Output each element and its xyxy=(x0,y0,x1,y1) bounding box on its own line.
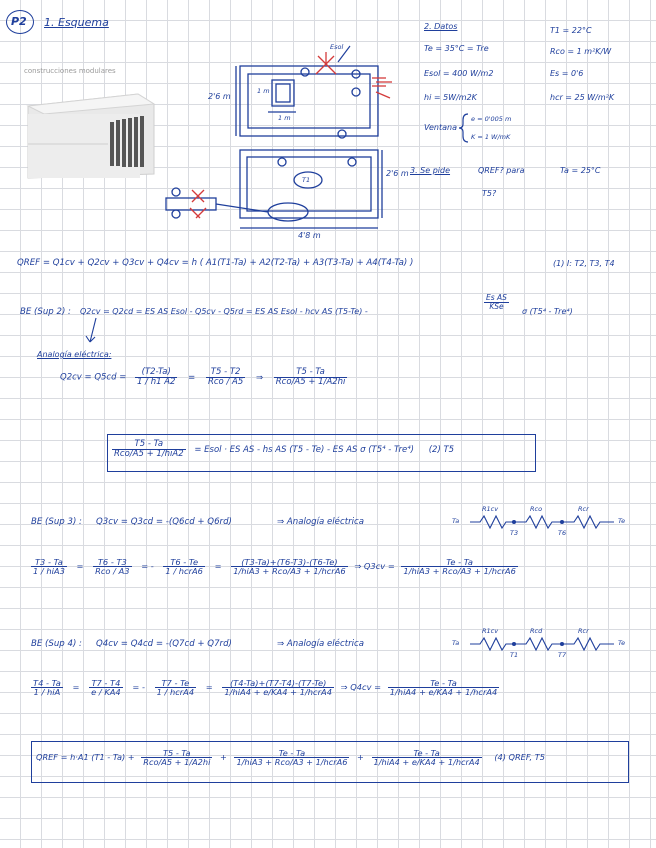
l4-f3-num: T7 - Te xyxy=(155,679,197,688)
an-f3-den: Rco/A5 + 1/A2hi xyxy=(275,376,346,387)
dim-window-w: 1 m xyxy=(278,114,291,122)
r4-t7: T7 xyxy=(558,651,567,659)
l3-res-lhs: ⇒ Q3cv = xyxy=(354,561,395,572)
problem-tag: P2 xyxy=(11,15,27,28)
be3-arrow: ⇒ Analogía eléctrica xyxy=(277,517,364,527)
r4-rcr: Rcr xyxy=(578,627,589,635)
final-f3-den: 1/hiA4 + e/KA4 + 1/hcrA4 xyxy=(373,757,480,768)
datos-title: 2. Datos xyxy=(424,22,458,31)
r3-t6: T6 xyxy=(558,529,567,537)
l3-sum-num: (T3-Ta)+(T6-T3)-(T6-Te) xyxy=(231,558,347,567)
l4-f2-num: T7 - T4 xyxy=(89,679,123,688)
be2-body: Q2cv = Q2cd = ES AS Esol - Q5cv - Q5rd = ES AS Esol - hcv AS (T5-Te) - xyxy=(80,307,368,316)
box2-tag: (2) T5 xyxy=(428,444,455,455)
dato-ventana: Ventana xyxy=(424,123,458,132)
final-tag: (4) QREF, T5 xyxy=(494,752,545,763)
piden-q: QREF? para xyxy=(478,166,525,175)
sun-label: Esol xyxy=(330,43,344,51)
r4-t1: T1 xyxy=(510,651,519,659)
dato-esol: Esol = 400 W/m2 xyxy=(424,69,494,78)
an-f2-num: T5 - T2 xyxy=(206,368,245,378)
dato-hcr: hcr = 25 W/m²K xyxy=(550,93,615,102)
line3: $\frac{T3 - Ta}{\text{1 / hiA3}}$ = $\frac{T6 - T3}{\text{Rco / A3}}$ = - $\frac{T6 - Te}{\text{1 / hcrA6}}$ = $\frac{(T3-Ta)+(T6-T3)-(T6-Te)}{\text{1/hiA3 + Rco/A3 + 1/hcrA6}}$ ⇒ Q3cv = $\frac{Te - Ta}{\text{1/hiA3 + Rco/A3 + 1/hcrA6}}$ xyxy=(33,557,516,577)
an-arrow: ⇒ xyxy=(255,372,264,383)
l4-f1-den: 1 / hiA xyxy=(33,687,61,698)
an-f2-den: Rco / A5 xyxy=(207,376,244,387)
an-f3-num: T5 - Ta xyxy=(274,368,348,378)
section-title-esquema: 1. Esquema xyxy=(44,16,109,29)
be3-lhs: BE (Sup 3) : xyxy=(31,517,82,527)
r4-r1cv: R1cv xyxy=(482,627,499,635)
eq1-tag: (1) I: T2, T3, T4 xyxy=(553,259,615,268)
l4-res-den: 1/hiA4 + e/KA4 + 1/hcrA4 xyxy=(389,687,498,698)
l3-f1-num: T3 - Ta xyxy=(31,558,67,567)
piden-ta: Ta = 25°C xyxy=(560,166,601,175)
dato-rco: Rco = 1 m²K/W xyxy=(550,47,612,56)
l3-f3-den: 1 / hcrA6 xyxy=(165,566,203,577)
l3-res-den: 1/hiA3 + Rco/A3 + 1/hcrA6 xyxy=(403,566,516,577)
be2-frac-den: KSe xyxy=(489,301,504,311)
r3-rcr: Rcr xyxy=(578,505,589,513)
final-lhs: QREF = h·A1 (T1 - Ta) + xyxy=(36,752,135,763)
dato-hi: hi = 5W/m2K xyxy=(424,93,477,102)
be4-lhs: BE (Sup 4) : xyxy=(31,639,82,649)
final-row: QREF = h·A1 (T1 - Ta) + $\frac{T5 - Ta}{\text{Rco/A5 + 1/A2hi}}$ + $\frac{Te - Ta}{\text{1/hiA3 + Rco/A3 + 1/hcrA6}}$ + $\frac{Te - Ta}{\text{1/hiA4 + e/KA4 + 1/hcrA4}}$ (4) QREF, T5 xyxy=(36,748,545,768)
l3-f3-num: T6 - Te xyxy=(163,558,205,567)
dato-t1: T1 = 22°C xyxy=(550,26,592,35)
final-f1-den: Rco/A5 + 1/A2hi xyxy=(143,757,211,768)
dim-height-top: 2'6 m xyxy=(208,92,231,101)
l3-sum-den: 1/hiA3 + Rco/A3 + 1/hcrA6 xyxy=(233,566,346,577)
l4-f3-den: 1 / hcrA4 xyxy=(156,687,195,698)
interior-temp-label: T1 xyxy=(302,176,311,184)
dato-ventana-e: e = 0'005 m xyxy=(471,115,512,123)
final-f1-num: T5 - Ta xyxy=(141,749,212,758)
be2-tail: σ (T5⁴ - Tre⁴) xyxy=(522,307,573,316)
be2-frac-num: Es AS xyxy=(486,293,507,302)
l4-f2-den: e / KA4 xyxy=(91,687,121,698)
be4-body: Q4cv = Q4cd = -(Q7cd + Q7rd) xyxy=(96,639,232,649)
dato-te: Te = 35°C = Tre xyxy=(424,44,489,53)
r4-te: Te xyxy=(618,639,626,647)
be2-lhs: BE (Sup 2) : xyxy=(20,307,71,317)
box2-num: T5 - Ta xyxy=(112,440,186,450)
r4-rcd: Rcd xyxy=(530,627,543,635)
l4-f1-num: T4 - Ta xyxy=(33,678,61,688)
l3-f1-den: 1 / hiA3 xyxy=(33,566,65,577)
box2-den: Rco/A5 + 1/hiA2 xyxy=(114,448,184,459)
l4-sum-num: (T4-Ta)+(T7-T4)-(T7-Te) xyxy=(222,679,334,688)
l3-f2-num: T6 - T3 xyxy=(93,558,131,567)
analogia-row: Q2cv = Q5cd = $\frac{(T2-Ta)}{1 / h1 A2}$ = $\frac{T5 - T2}{\text{Rco / A5}}$ ⇒ $\frac{T5 - Ta}{\text{Rco/A5 + 1/A2hi}}$ xyxy=(60,367,346,387)
piden-title: 3. Se pide xyxy=(410,166,451,175)
l4-res-lhs: ⇒ Q4cv = xyxy=(340,682,382,693)
box2-rhs: = Esol · ES AS - hs AS (T5 - Te) - ES AS σ (T5⁴ - Tre⁴) xyxy=(194,444,415,455)
dato-es: Es = 0'6 xyxy=(550,69,584,78)
an-f1-num: (T2-Ta) xyxy=(135,368,177,378)
final-f2-den: 1/hiA3 + Rco/A3 + 1/hcrA6 xyxy=(236,757,348,768)
r3-rco: Rco xyxy=(530,505,543,513)
r3-ta: Ta xyxy=(452,517,460,525)
l3-f2-den: Rco / A3 xyxy=(95,566,130,577)
eq1: QREF = Q1cv + Q2cv + Q3cv + Q4cv = h ( A1(T1-Ta) + A2(T2-Ta) + A3(T3-Ta) + A4(T4-Ta) ) xyxy=(17,258,414,268)
dim-height-bottom: 2'6 m xyxy=(386,169,409,178)
r3-te: Te xyxy=(618,517,626,525)
piden-t5: T5? xyxy=(482,189,497,198)
l3-res-num: Te - Ta xyxy=(401,558,517,567)
final-f3-num: Te - Ta xyxy=(372,749,482,758)
l4-sum-den: 1/hiA4 + e/KA4 + 1/hcrA4 xyxy=(224,687,332,698)
final-f2-num: Te - Ta xyxy=(234,749,349,758)
photo-brand-text: construcciones modulares xyxy=(24,67,116,75)
l4-res-num: Te - Ta xyxy=(388,679,500,688)
be4-arrow: ⇒ Analogía eléctrica xyxy=(277,639,364,649)
an-lhs: Q2cv = Q5cd = xyxy=(60,372,127,383)
dim-width: 4'8 m xyxy=(298,231,321,240)
an-f1-den: 1 / h1 A2 xyxy=(137,376,176,387)
dim-window-h: 1 m xyxy=(257,87,270,95)
dato-ventana-k: K = 1 W/mK xyxy=(471,133,511,141)
analogia-title: Analogía eléctrica: xyxy=(37,350,112,359)
r4-ta: Ta xyxy=(452,639,460,647)
r3-r1cv: R1cv xyxy=(482,505,499,513)
line4: $\frac{T4 - Ta}{\text{1 / hiA}}$ = $\frac{T7 - T4}{e / KA4}$ = - $\frac{T7 - Te}{\text{1 / hcrA4}}$ = $\frac{(T4-Ta)+(T7-T4)-(T7-Te)}{\text{1/hiA4 + e/KA4 + 1/hcrA4}}$ ⇒ Q4cv = $\frac{Te - Ta}{\text{1/hiA4 + e/KA4 + 1/hcrA4}}$ xyxy=(33,678,498,698)
be3-body: Q3cv = Q3cd = -(Q6cd + Q6rd) xyxy=(96,517,232,527)
r3-t3: T3 xyxy=(510,529,519,537)
